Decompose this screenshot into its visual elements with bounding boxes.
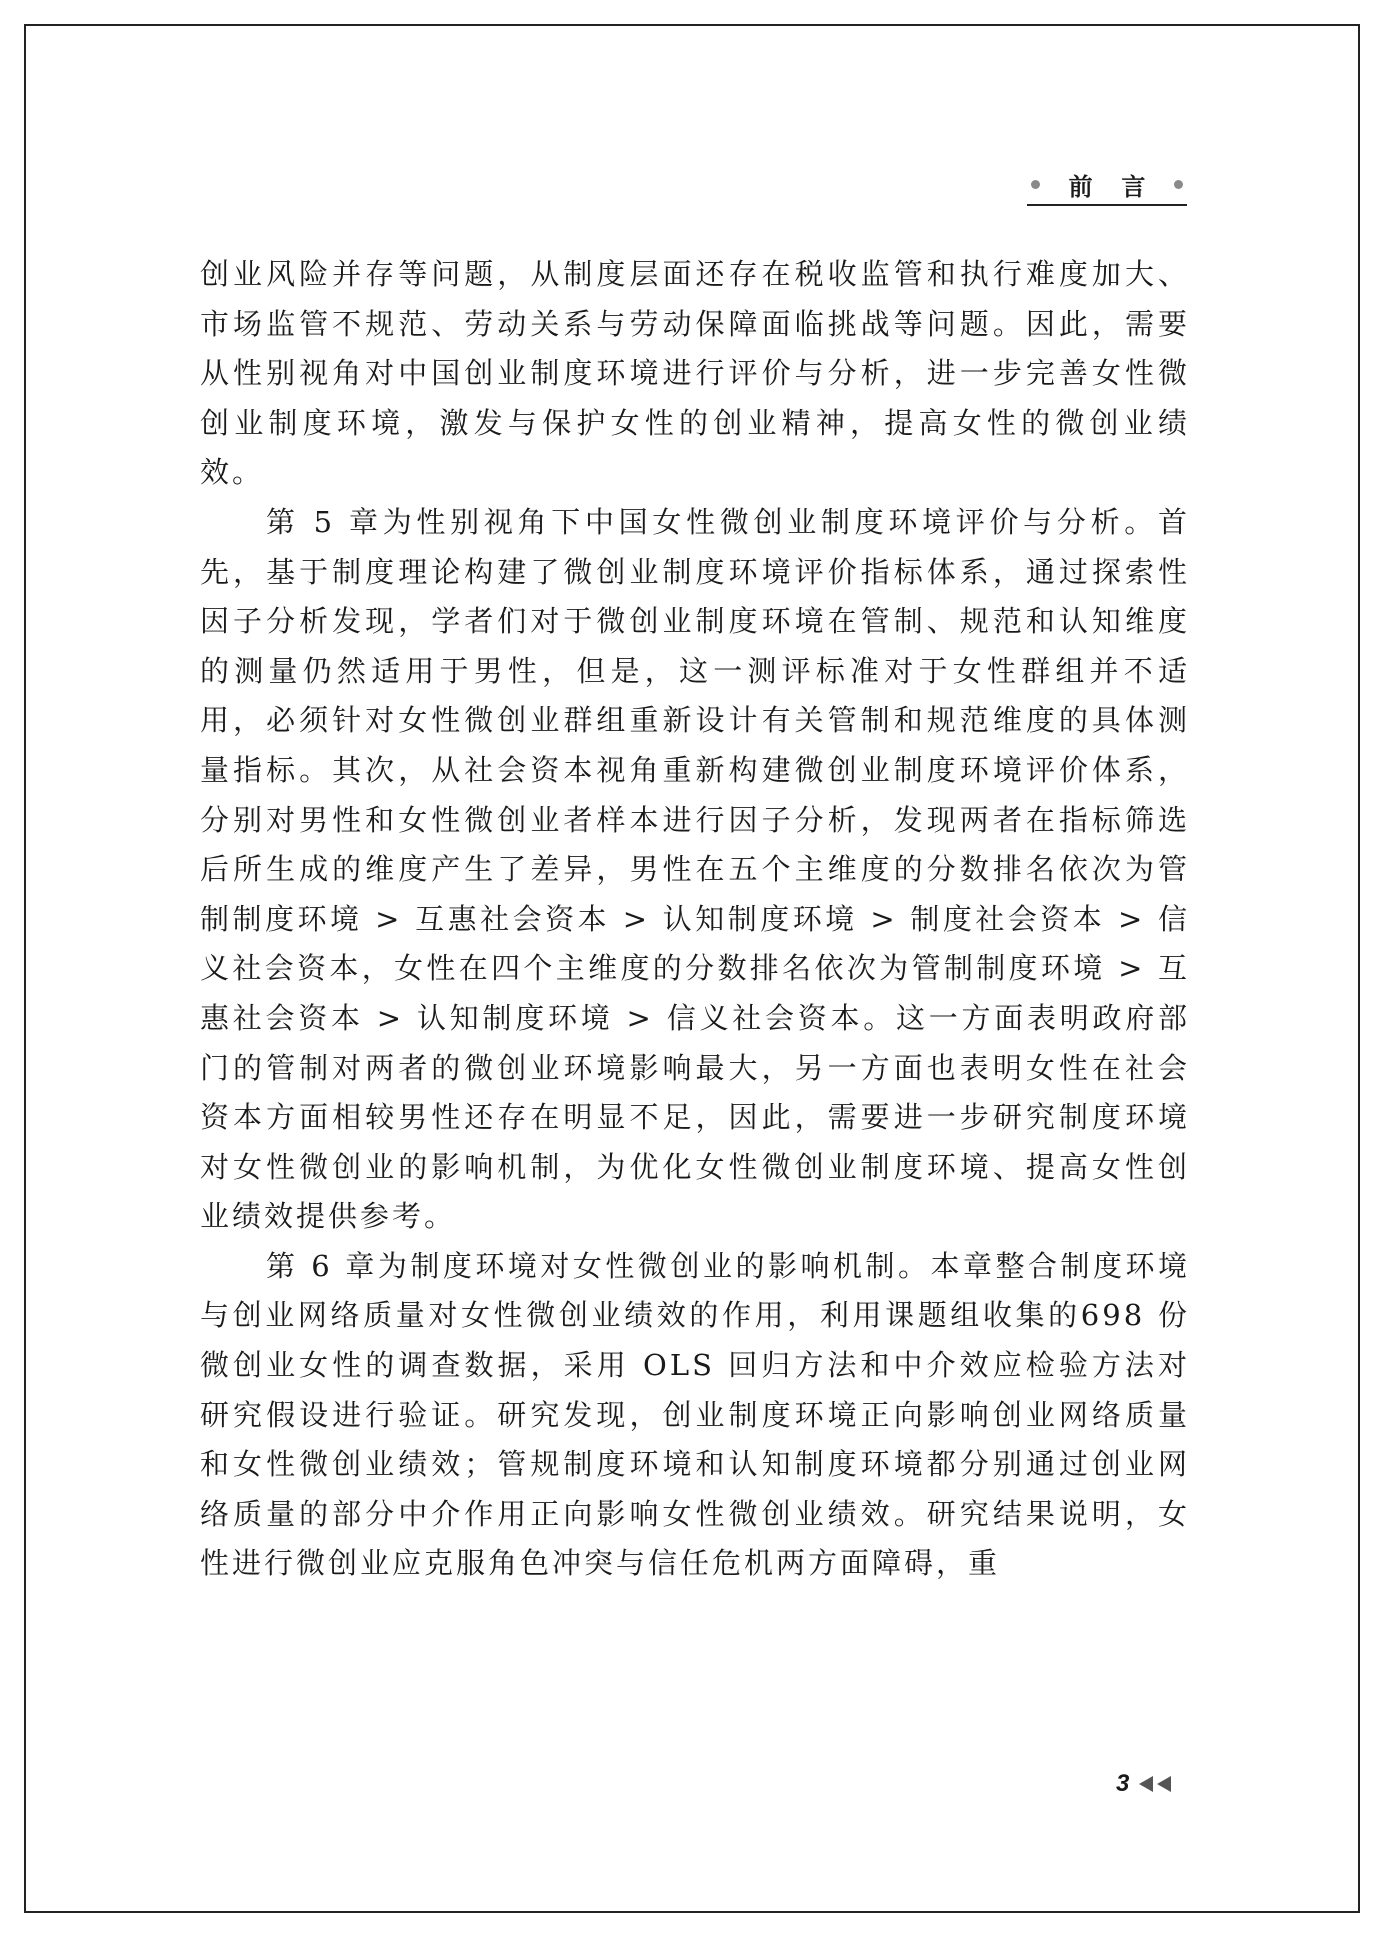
paragraph-3: 第 6 章为制度环境对女性微创业的影响机制。本章整合制度环境与创业网络质量对女性微创业绩效的作用，利用课题组收集的698 份微创业女性的调查数据，采用 OLS 回归方法和中介效应检验方法对研究假设进行验证。研究发现，创业制度环境正向影响创业网络质量和女性微创业绩效；管规制度环境和认知制度环境都分别通过创业网络质量的部分中介作用正向影响女性微创业绩效。研究结果说明，女性进行微创业应克服角色冲突与信任危机两方面障碍，重	[200, 1248, 1190, 1581]
left-arrow-icon	[1139, 1776, 1153, 1792]
page-number: 3	[1116, 1770, 1130, 1797]
body-text	[200, 250, 1190, 1589]
paragraph-2: 第 5 章为性别视角下中国女性微创业制度环境评价与分析。首先，基于制度理论构建了微创业制度环境评价指标体系，通过探索性因子分析发现，学者们对于微创业制度环境在管制、规范和认知维度的测量仍然适用于男性，但是，这一测评标准对于女性群组并不适用，必须针对女性微创业群组重新设计有关管制和规范维度的具体测量指标。其次，从社会资本视角重新构建微创业制度环境评价体系，分别对男性和女性微创业者样本进行因子分析，发现两者在指标筛选后所生成的维度产生了差异，男性在五个主维度的分数排名依次为管制制度环境 > 互惠社会资本 > 认知制度环境 > 制度社会资本 > 信义社会资本，女性在四个主维度的分数排名依次为管制制度环境 > 互惠社会资本 > 认知制度环境 > 信义社会资本。这一方面表明政府部门的管制对两者的微创业环境影响最大，另一方面也表明女性在社会资本方面相较男性还存在明显不足，因此，需要进一步研究制度环境对女性微创业的影响机制，为优化女性微创业制度环境、提高女性创业绩效提供参考。	[200, 504, 1190, 1234]
left-arrow-icon	[1157, 1776, 1171, 1792]
header-char-1: 前	[1068, 171, 1093, 201]
paragraph-1: 创业风险并存等问题，从制度层面还存在税收监管和执行难度加大、市场监管不规范、劳动关系与劳动保障面临挑战等问题。因此，需要从性别视角对中国创业制度环境进行评价与分析，进一步完善女性微创业制度环境，激发与保护女性的创业精神，提高女性的微创业绩效。	[200, 257, 1190, 490]
page-footer	[1116, 1770, 1171, 1798]
header-char-2: 言	[1121, 171, 1146, 201]
running-header	[1027, 170, 1187, 206]
header-dot-left	[1031, 180, 1040, 189]
header-dot-right	[1174, 180, 1183, 189]
